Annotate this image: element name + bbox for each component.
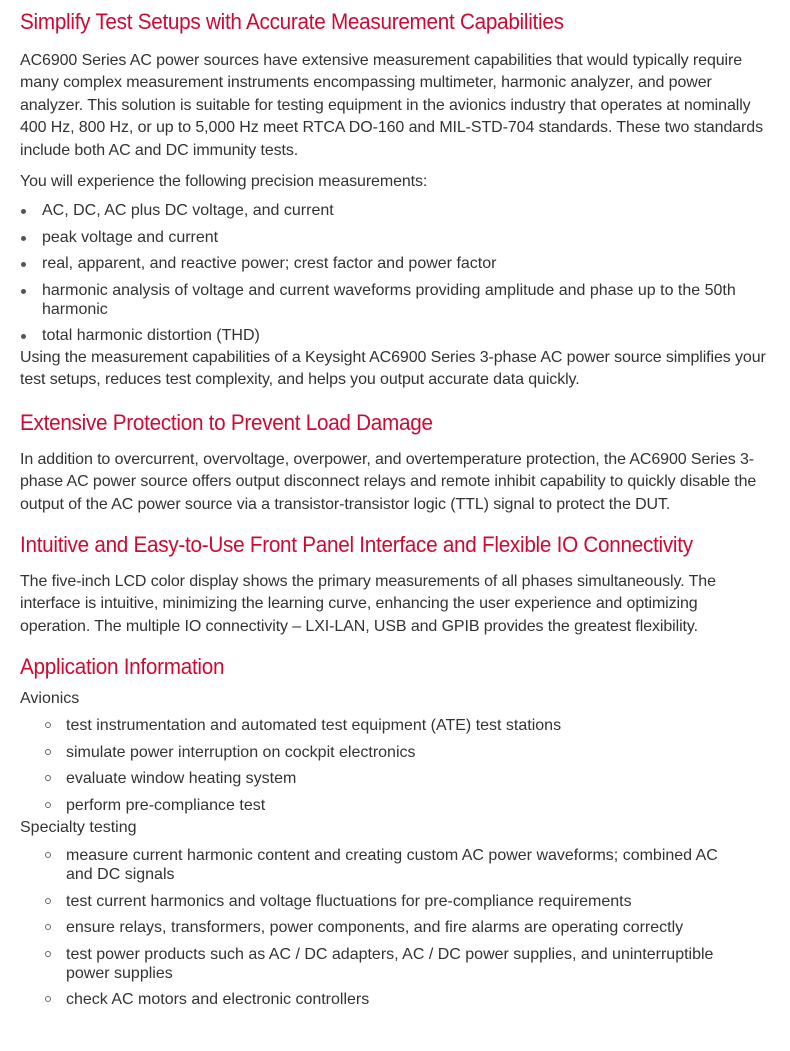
list-item xyxy=(20,254,765,273)
section-application-information xyxy=(20,653,770,1009)
circle-bullet-icon xyxy=(45,852,51,858)
specialty-testing-list xyxy=(20,846,720,1009)
group-label-avionics: Avionics xyxy=(20,690,80,708)
list-item-text: test power products such as AC / DC adapters, AC / DC power supplies, and uninterruptible power supplies xyxy=(66,945,714,982)
protection-paragraph: In addition to overcurrent, overvoltage, overpower, and overtemperature protection, the AC6900 Series 3-phase AC power source offers output disconnect relays and remote inhibit capability to quickly disable the output of the AC power source via a transistor-transistor logic (TTL) signal to protect the DUT. xyxy=(20,450,757,513)
list-item xyxy=(20,892,720,911)
circle-bullet-icon xyxy=(45,775,51,781)
intro-paragraph: AC6900 Series AC power sources have extensive measurement capabilities that would typically require many complex measurement instruments encompassing multimeter, harmonic analyzer, and power analyzer. This solution is suitable for testing equipment in the avionics industry that operates at nominally 400 Hz, 800 Hz, or up to 5,000 Hz meet RTCA DO-160 and MIL-STD-704 standards. These two standards include both AC and DC immunity tests. xyxy=(20,52,763,159)
document-page xyxy=(0,8,790,1009)
list-item xyxy=(20,990,720,1009)
circle-bullet-icon xyxy=(45,996,51,1002)
list-item xyxy=(20,281,765,319)
list-item-text: simulate power interruption on cockpit electronics xyxy=(66,743,416,761)
list-item-text: total harmonic distortion (THD) xyxy=(42,327,260,345)
section-measurement-capabilities xyxy=(20,8,770,392)
avionics-list xyxy=(20,716,770,815)
bullet-icon xyxy=(21,334,26,339)
list-item-text: AC, DC, AC plus DC voltage, and current xyxy=(42,202,334,220)
closing-paragraph: Using the measurement capabilities of a Keysight AC6900 Series 3-phase AC power source simplifies your test setups, reduces test complexity, and helps you output accurate data quickly. xyxy=(20,348,766,389)
circle-bullet-icon xyxy=(45,802,51,808)
list-item xyxy=(20,945,720,983)
bullet-icon xyxy=(21,209,26,214)
list-item-text: peak voltage and current xyxy=(42,228,219,246)
lead-in-paragraph: You will experience the following precision measurements: xyxy=(20,173,428,191)
list-item xyxy=(20,716,770,735)
section-title: Intuitive and Easy-to-Use Front Panel Interface and Flexible IO Connectivity xyxy=(20,531,693,557)
bullet-icon xyxy=(21,262,26,267)
list-item-text: evaluate window heating system xyxy=(66,770,297,788)
circle-bullet-icon xyxy=(45,749,51,755)
bullet-icon xyxy=(21,236,26,241)
measurement-list xyxy=(20,201,765,345)
list-item-text: test instrumentation and automated test equipment (ATE) test stations xyxy=(66,717,562,735)
section-title: Simplify Test Setups with Accurate Measurement Capabilities xyxy=(20,9,564,34)
list-item-text: measure current harmonic content and creating custom AC power waveforms; combined AC and DC signals xyxy=(66,847,718,884)
circle-bullet-icon xyxy=(45,722,51,728)
list-item xyxy=(20,846,720,884)
front-panel-paragraph: The five-inch LCD color display shows the primary measurements of all phases simultaneously. The interface is intuitive, minimizing the learning curve, enhancing the user experience and optimizing operation. The multiple IO connectivity – LXI-LAN, USB and GPIB provides the greatest flexibility. xyxy=(20,572,716,635)
list-item-text: harmonic analysis of voltage and current waveforms providing amplitude and phase up to the 50th harmonic xyxy=(42,281,736,318)
list-item xyxy=(20,918,720,937)
circle-bullet-icon xyxy=(45,951,51,957)
list-item xyxy=(20,228,765,247)
list-item xyxy=(20,201,765,220)
list-item xyxy=(20,326,765,345)
list-item-text: perform pre-compliance test xyxy=(66,796,266,814)
list-item-text: real, apparent, and reactive power; crest factor and power factor xyxy=(42,255,497,273)
section-protection xyxy=(20,409,770,516)
list-item xyxy=(20,769,770,788)
list-item xyxy=(20,743,770,762)
circle-bullet-icon xyxy=(45,924,51,930)
list-item-text: test current harmonics and voltage fluctuations for pre-compliance requirements xyxy=(66,892,632,910)
section-title: Extensive Protection to Prevent Load Damage xyxy=(20,409,433,435)
circle-bullet-icon xyxy=(45,898,51,904)
list-item-text: ensure relays, transformers, power components, and fire alarms are operating correctly xyxy=(66,919,684,937)
section-title: Application Information xyxy=(20,654,225,680)
bullet-icon xyxy=(21,289,26,294)
group-label-specialty-testing: Specialty testing xyxy=(20,819,137,837)
list-item-text: check AC motors and electronic controllers xyxy=(66,991,370,1009)
section-front-panel xyxy=(20,531,770,638)
list-item xyxy=(20,796,770,815)
